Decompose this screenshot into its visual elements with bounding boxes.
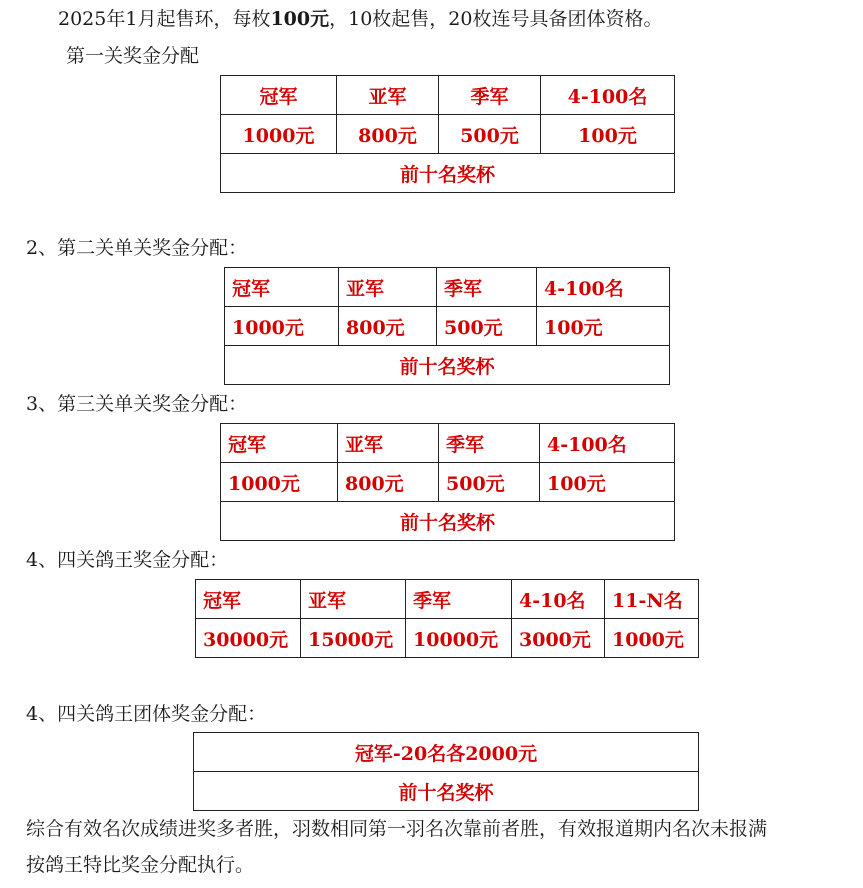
intro-text-c: ，10枚起售，20枚连号具备团体资格。 (329, 8, 663, 30)
header-cell: 季军 (439, 424, 540, 463)
closing-line-2: 按鸽王特比奖金分配执行。 (26, 854, 255, 876)
header-cell: 亚军 (301, 580, 406, 619)
value-cell: 800元 (338, 463, 439, 502)
header-cell: 冠军 (221, 424, 338, 463)
table-row (225, 346, 670, 385)
section-3-title: 3、第三关单关奖金分配： (26, 393, 248, 415)
table-row (221, 463, 675, 502)
section-1-title: 第一关奖金分配 (66, 45, 200, 67)
table-row (221, 115, 675, 154)
table-row (194, 772, 699, 811)
section-5-title: 4、四关鸽王团体奖金分配： (26, 703, 267, 725)
value-cell: 1000元 (225, 307, 339, 346)
table-row (225, 307, 670, 346)
value-cell: 800元 (339, 307, 437, 346)
value-cell: 1000元 (221, 463, 338, 502)
header-cell: 冠军 (221, 76, 337, 115)
header-cell: 冠军 (225, 268, 339, 307)
value-cell: 15000元 (301, 619, 406, 658)
header-cell: 11-N名 (605, 580, 699, 619)
trophy-cell: 前十名奖杯 (221, 154, 675, 193)
table-row (194, 733, 699, 772)
table-row (225, 268, 670, 307)
header-cell: 季军 (437, 268, 537, 307)
header-cell: 4-100名 (537, 268, 670, 307)
value-cell: 30000元 (196, 619, 301, 658)
table-row (196, 619, 699, 658)
section-4-table (195, 579, 699, 658)
value-cell: 100元 (537, 307, 670, 346)
section-4-title: 4、四关鸽王奖金分配： (26, 549, 229, 571)
header-cell: 季军 (439, 76, 541, 115)
value-cell: 3000元 (512, 619, 605, 658)
trophy-cell: 前十名奖杯 (194, 772, 699, 811)
section-2-table (224, 267, 670, 385)
section-3-table (220, 423, 675, 541)
header-cell: 亚军 (337, 76, 439, 115)
intro-price: 100元 (270, 8, 330, 30)
trophy-cell: 前十名奖杯 (225, 346, 670, 385)
header-cell: 4-10名 (512, 580, 605, 619)
value-cell: 500元 (439, 463, 540, 502)
header-cell: 季军 (406, 580, 512, 619)
table-row (221, 154, 675, 193)
section-2-title: 2、第二关单关奖金分配： (26, 237, 248, 259)
trophy-cell: 前十名奖杯 (221, 502, 675, 541)
closing-line-1: 综合有效名次成绩进奖多者胜，羽数相同第一羽名次靠前者胜，有效报道期内名次未报满 (26, 818, 768, 840)
table-row (221, 76, 675, 115)
value-cell: 800元 (337, 115, 439, 154)
intro-text-a: 2025年1月起售环，每枚 (58, 8, 271, 30)
section-1-table (220, 75, 675, 193)
header-cell: 冠军 (196, 580, 301, 619)
header-cell: 亚军 (339, 268, 437, 307)
header-cell: 4-100名 (541, 76, 675, 115)
header-cell: 4-100名 (540, 424, 675, 463)
table-row (221, 502, 675, 541)
value-cell: 500元 (437, 307, 537, 346)
value-cell: 100元 (541, 115, 675, 154)
value-cell: 1000元 (605, 619, 699, 658)
header-cell: 亚军 (338, 424, 439, 463)
value-cell: 500元 (439, 115, 541, 154)
section-5-table (193, 732, 699, 811)
table-row (196, 580, 699, 619)
value-cell: 10000元 (406, 619, 512, 658)
table-row (221, 424, 675, 463)
value-cell: 100元 (540, 463, 675, 502)
intro-line (58, 7, 662, 31)
team-prize-cell: 冠军-20名各2000元 (194, 733, 699, 772)
value-cell: 1000元 (221, 115, 337, 154)
